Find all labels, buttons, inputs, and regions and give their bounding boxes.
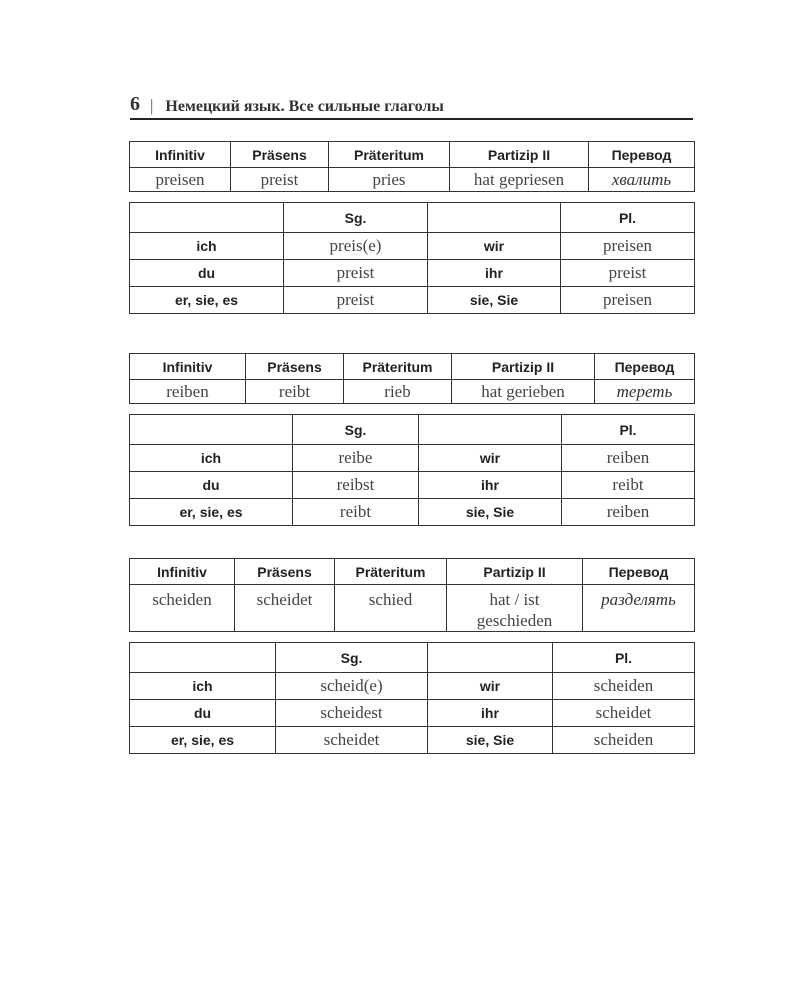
form-sg: reibst [293, 472, 419, 499]
col-infinitiv: Infinitiv [130, 559, 235, 585]
verb-block-scheiden [129, 558, 694, 754]
praeteritum-value: pries [329, 168, 450, 192]
praesens-value: scheidet [235, 585, 335, 632]
pronoun-pl: ihr [428, 260, 561, 287]
page-header [130, 93, 693, 120]
partizip-line-2: geschieden [476, 611, 553, 630]
form-sg: reibe [293, 445, 419, 472]
form-sg: preist [284, 260, 428, 287]
pl-header: Pl. [553, 643, 695, 673]
pronoun-pl: ihr [428, 700, 553, 727]
pronoun-pl: wir [428, 673, 553, 700]
form-pl: reiben [562, 499, 695, 526]
form-sg: scheid(e) [276, 673, 428, 700]
book-title: Немецкий язык. Все сильные глаголы [165, 98, 444, 115]
infinitiv-value: preisen [130, 168, 231, 192]
form-sg: scheidet [276, 727, 428, 754]
conjugation-table [129, 202, 695, 314]
col-praesens: Präsens [246, 354, 344, 380]
form-pl: scheiden [553, 727, 695, 754]
pronoun-sg: du [130, 260, 284, 287]
col-infinitiv: Infinitiv [130, 354, 246, 380]
form-sg: preist [284, 287, 428, 314]
header-separator: | [150, 96, 154, 115]
pronoun-sg: er, sie, es [130, 727, 276, 754]
col-praeteritum: Präteritum [329, 142, 450, 168]
pronoun-sg: er, sie, es [130, 287, 284, 314]
empty-cell [130, 415, 293, 445]
pl-header: Pl. [562, 415, 695, 445]
empty-cell [428, 643, 553, 673]
verb-forms-table [129, 558, 695, 632]
partizip-value: hat gepriesen [450, 168, 589, 192]
infinitiv-value: scheiden [130, 585, 235, 632]
empty-cell [419, 415, 562, 445]
form-pl: reibt [562, 472, 695, 499]
page-number: 6 [130, 93, 140, 115]
empty-cell [130, 643, 276, 673]
praesens-value: reibt [246, 380, 344, 404]
col-partizip: Partizip II [452, 354, 595, 380]
pronoun-sg: er, sie, es [130, 499, 293, 526]
form-sg: preis(e) [284, 233, 428, 260]
form-pl: scheidet [553, 700, 695, 727]
col-translation: Перевод [583, 559, 695, 585]
sg-header: Sg. [284, 203, 428, 233]
pl-header: Pl. [561, 203, 695, 233]
partizip-value [447, 585, 583, 632]
sg-header: Sg. [293, 415, 419, 445]
conjugation-table [129, 642, 695, 754]
pronoun-sg: ich [130, 673, 276, 700]
pronoun-pl: wir [428, 233, 561, 260]
form-pl: preisen [561, 233, 695, 260]
pronoun-pl: wir [419, 445, 562, 472]
form-pl: scheiden [553, 673, 695, 700]
empty-cell [428, 203, 561, 233]
translation-value: тереть [595, 380, 695, 404]
col-praeteritum: Präteritum [335, 559, 447, 585]
praeteritum-value: schied [335, 585, 447, 632]
conjugation-table [129, 414, 695, 526]
form-pl: reiben [562, 445, 695, 472]
pronoun-sg: du [130, 700, 276, 727]
pronoun-sg: ich [130, 445, 293, 472]
translation-value: хвалить [589, 168, 695, 192]
form-pl: preisen [561, 287, 695, 314]
pronoun-pl: sie, Sie [428, 287, 561, 314]
praeteritum-value: rieb [344, 380, 452, 404]
verb-forms-table [129, 353, 695, 404]
pronoun-sg: du [130, 472, 293, 499]
infinitiv-value: reiben [130, 380, 246, 404]
form-sg: reibt [293, 499, 419, 526]
partizip-line-1: hat / ist [489, 590, 540, 609]
pronoun-pl: sie, Sie [419, 499, 562, 526]
sg-header: Sg. [276, 643, 428, 673]
form-pl: preist [561, 260, 695, 287]
pronoun-sg: ich [130, 233, 284, 260]
col-translation: Перевод [595, 354, 695, 380]
partizip-value: hat gerieben [452, 380, 595, 404]
pronoun-pl: ihr [419, 472, 562, 499]
translation-value: разделять [583, 585, 695, 632]
col-partizip: Partizip II [447, 559, 583, 585]
col-translation: Перевод [589, 142, 695, 168]
col-praesens: Präsens [231, 142, 329, 168]
verb-block-reiben [129, 353, 694, 526]
praesens-value: preist [231, 168, 329, 192]
col-praesens: Präsens [235, 559, 335, 585]
col-partizip: Partizip II [450, 142, 589, 168]
verb-forms-table [129, 141, 695, 192]
col-infinitiv: Infinitiv [130, 142, 231, 168]
form-sg: scheidest [276, 700, 428, 727]
pronoun-pl: sie, Sie [428, 727, 553, 754]
verb-block-preisen [129, 141, 694, 314]
empty-cell [130, 203, 284, 233]
col-praeteritum: Präteritum [344, 354, 452, 380]
